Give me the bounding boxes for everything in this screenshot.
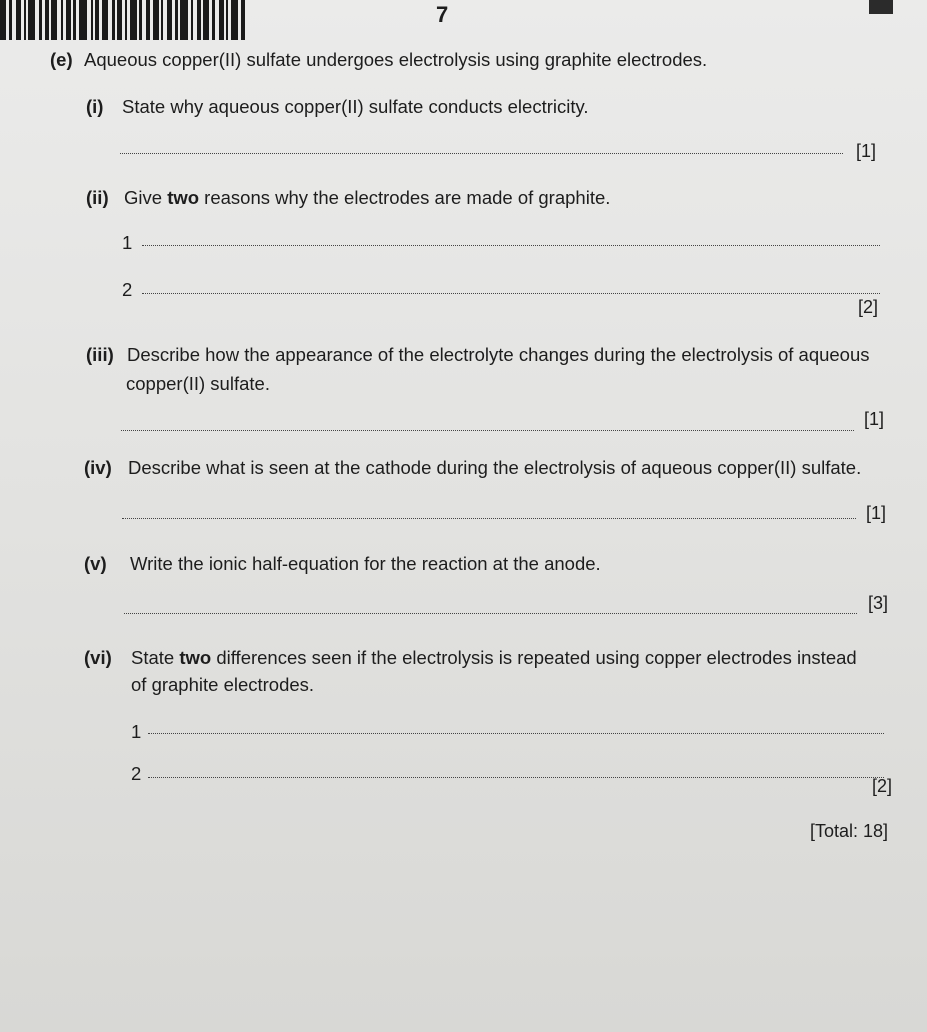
answer-line-v[interactable] bbox=[124, 613, 857, 614]
q-iii-marks: [1] bbox=[864, 409, 885, 429]
q-vi-text-line1: State two differences seen if the electrolysis is repeated using copper electrodes instead bbox=[131, 647, 857, 668]
q-ii-label: (ii) bbox=[86, 187, 109, 208]
answer-line-i[interactable] bbox=[120, 153, 843, 154]
answer-line-vi-2[interactable] bbox=[148, 777, 884, 778]
q-i-marks: [1] bbox=[856, 141, 877, 161]
q-vi-label: (vi) bbox=[84, 647, 112, 668]
q-iii-text-line1: Describe how the appearance of the electrolyte changes during the electrolysis of aqueous bbox=[127, 344, 870, 365]
answer-line-ii-1[interactable] bbox=[142, 245, 880, 246]
q-vi-marks: [2] bbox=[872, 776, 893, 796]
q-vi-text-line2: of graphite electrodes. bbox=[131, 674, 315, 695]
answer-line-iii[interactable] bbox=[121, 430, 854, 431]
q-ii-text: Give two reasons why the electrodes are made of graphite. bbox=[124, 187, 611, 208]
q-iv-text: Describe what is seen at the cathode during the electrolysis of aqueous copper(II) sulfate. bbox=[128, 457, 862, 478]
q-ii-line-1-number: 1 bbox=[122, 232, 133, 253]
q-iii-text-line2: copper(II) sulfate. bbox=[126, 373, 270, 394]
part-e-stem: Aqueous copper(II) sulfate undergoes electrolysis using graphite electrodes. bbox=[84, 49, 708, 70]
answer-line-iv[interactable] bbox=[122, 518, 856, 519]
q-iii-label: (iii) bbox=[86, 344, 114, 365]
q-v-label: (v) bbox=[84, 553, 107, 574]
q-v-text: Write the ionic half-equation for the reaction at the anode. bbox=[130, 553, 601, 574]
q-vi-line-2-number: 2 bbox=[131, 763, 142, 784]
corner-mark bbox=[869, 0, 893, 14]
q-i-label: (i) bbox=[86, 96, 104, 117]
q-ii-line-2-number: 2 bbox=[122, 279, 133, 300]
total-marks: [Total: 18] bbox=[810, 821, 889, 841]
q-iv-label: (iv) bbox=[84, 457, 112, 478]
page-number: 7 bbox=[436, 2, 449, 27]
q-iv-marks: [1] bbox=[866, 503, 887, 523]
barcode bbox=[0, 0, 356, 40]
q-v-marks: [3] bbox=[868, 593, 889, 613]
q-vi-line-1-number: 1 bbox=[131, 721, 142, 742]
q-i-text: State why aqueous copper(II) sulfate conducts electricity. bbox=[122, 96, 589, 117]
q-ii-marks: [2] bbox=[858, 297, 879, 317]
answer-line-vi-1[interactable] bbox=[148, 733, 884, 734]
answer-line-ii-2[interactable] bbox=[142, 293, 880, 294]
part-e-label: (e) bbox=[50, 49, 73, 70]
